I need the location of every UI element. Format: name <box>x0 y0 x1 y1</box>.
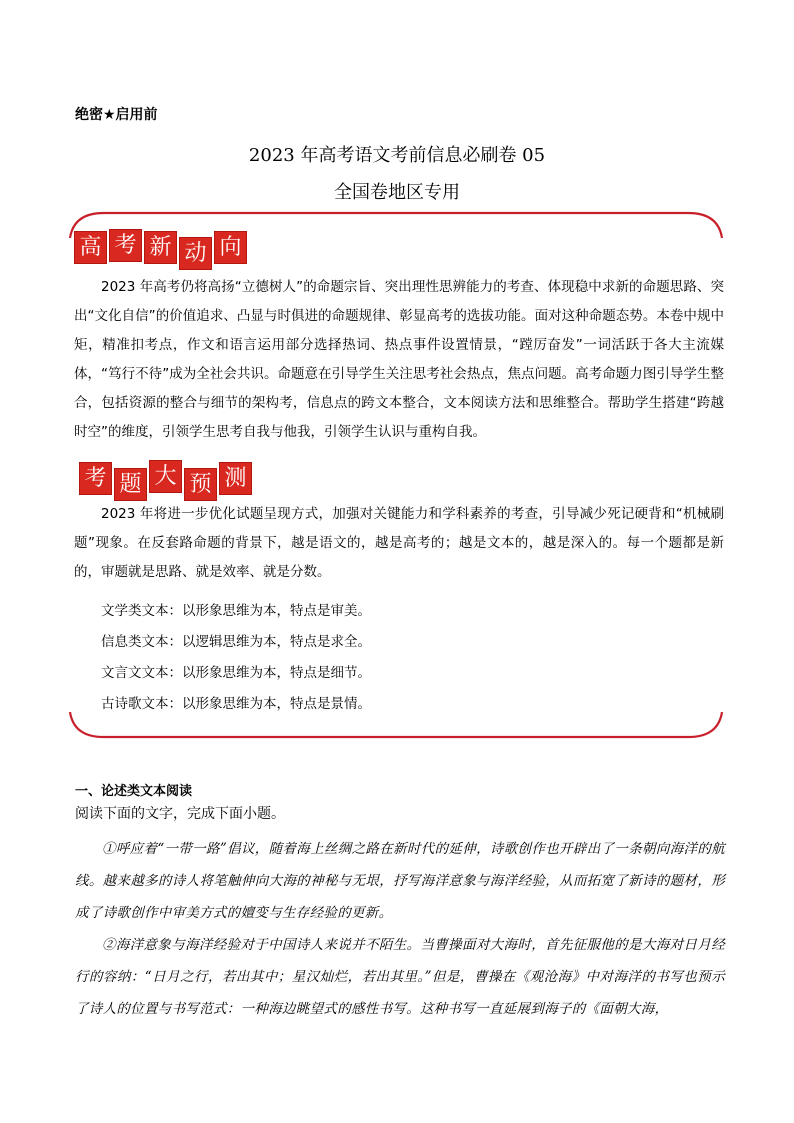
badge-char: 题 <box>114 468 147 501</box>
badge-char: 考 <box>79 462 112 495</box>
badge-char: 测 <box>219 462 252 495</box>
badge-char: 高 <box>74 231 107 264</box>
article-paragraph: ②海洋意象与海洋经验对于中国诗人来说并不陌生。当曹操面对大海时，首先征服他的是大海对日月经行的容纳：“日月之行，若出其中；星汉灿烂，若出其里。”但是，曹操在《观沧海》中对海洋的书写也预示了诗人的位置与书写范式：一种海边眺望式的感性书写。这种书写一直延展到海子的《面朝大海， <box>75 937 725 1017</box>
badge-char: 大 <box>149 460 182 493</box>
article-paragraph: ①呼应着“一带一路”倡议，随着海上丝绸之路在新时代的延伸，诗歌创作也开辟出了一条朝向海洋的航线。越来越多的诗人将笔触伸向大海的神秘与无垠，抒写海洋意象与海洋经验，从而拓宽了新诗的题材，形成了诗歌创作中审美方式的嬗变与生存经验的更新。 <box>75 841 725 921</box>
badge-exam-prediction <box>79 462 252 501</box>
badge-char: 考 <box>109 229 142 262</box>
prediction-paragraph: 2023 年将进一步优化试题呈现方式，加强对关键能力和学科素养的考查，引导减少死记硬背和“机械刷题”现象。在反套路命题的背景下，越是语文的，越是高考的；越是文本的，越是深入的。每一个题都是新的，审题就是思路、就是效率、就是分数。 <box>74 506 724 580</box>
instruction: 阅读下面的文字，完成下面小题。 <box>75 806 285 822</box>
text-type-line: 文学类文本：以形象思维为本，特点是审美。 <box>101 603 371 619</box>
badge-char: 动 <box>179 237 212 270</box>
badge-char: 向 <box>214 231 247 264</box>
exam-title: 2023 年高考语文考前信息必刷卷 05 <box>248 145 546 166</box>
section-title: 一、论述类文本阅读 <box>75 784 193 799</box>
confidential-label: 绝密★启用前 <box>75 107 158 123</box>
text-type-line: 古诗歌文本：以形象思维为本，特点是景情。 <box>101 696 371 712</box>
badge-char: 新 <box>144 231 177 264</box>
exam-subtitle: 全国卷地区专用 <box>334 182 460 203</box>
badge-new-trends <box>74 231 247 270</box>
new-trends-paragraph: 2023 年高考仍将高扬“立德树人”的命题宗旨、突出理性思辨能力的考查、体现稳中求新的命题思路、突出“文化自信”的价值追求、凸显与时俱进的命题规律、彰显高考的选拔功能。面对这种命题态势。本卷中规中矩，精准扣考点，作文和语言运用部分选择热词、热点事件设置情景，“蹚厉奋发”一词活跃于各大主流媒体，“笃行不待”成为全社会共识。命题意在引导学生关注思考社会热点，焦点问题。高考命题力图引导学生整合，包括资源的整合与细节的架构考，信息点的跨文本整合，文本阅读方法和思维整合。帮助学生搭建“跨越时空”的维度，引领学生思考自我与他我，引领学生认识与重构自我。 <box>74 279 724 440</box>
text-type-line: 文言文文本：以形象思维为本，特点是细节。 <box>101 665 371 681</box>
badge-char: 预 <box>184 468 217 501</box>
text-type-line: 信息类文本：以逻辑思维为本，特点是求全。 <box>101 634 371 650</box>
